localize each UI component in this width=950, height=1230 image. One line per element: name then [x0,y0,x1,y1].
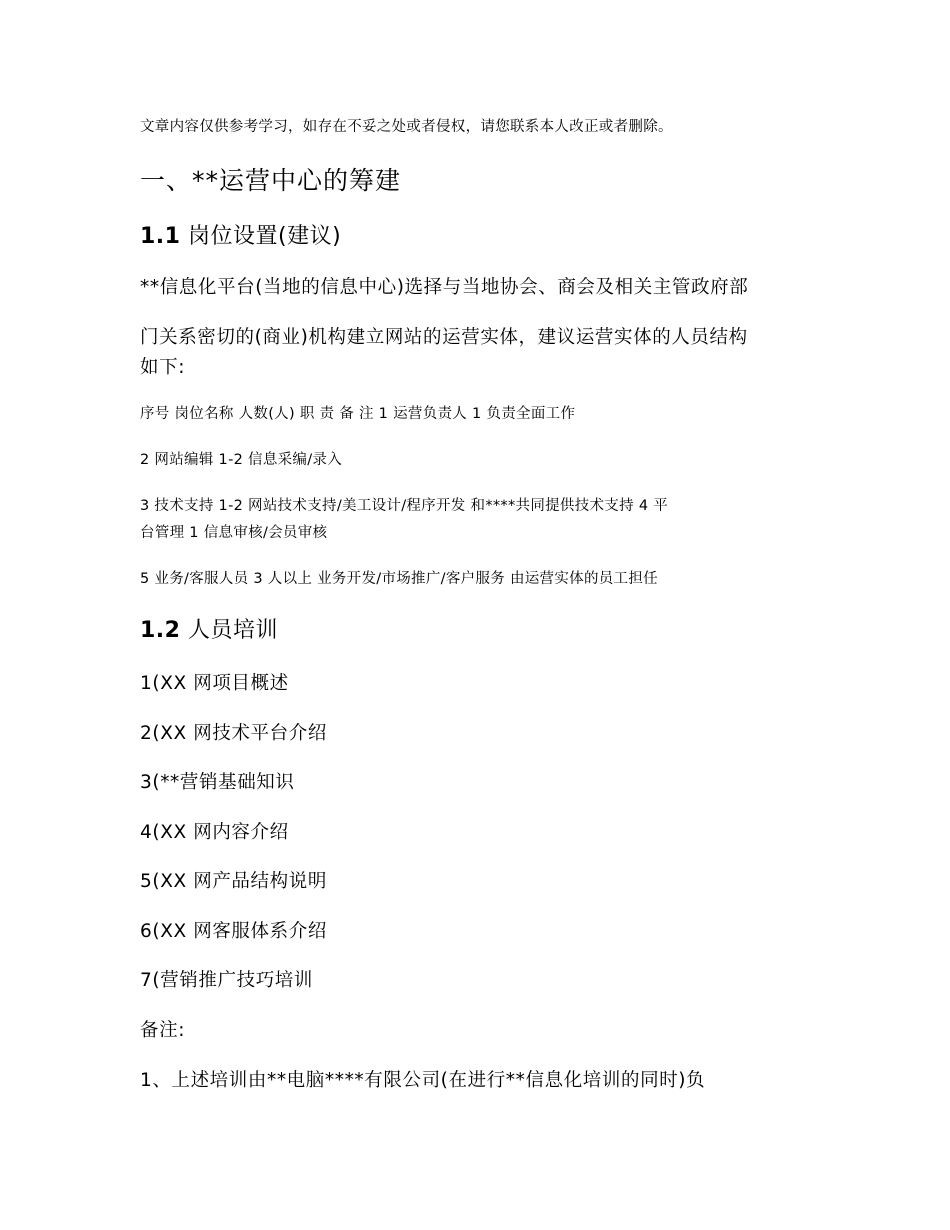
position-table-line: 2 网站编辑 1-2 信息采编/录入 [140,452,343,468]
position-table-line: 序号 岗位名称 人数(人) 职 责 备 注 1 运营负责人 1 负责全面工作 [140,406,576,422]
section-1-1-number: 1.1 [140,224,181,249]
training-item: 1(XX 网项目概述 [140,673,289,694]
remark-line-1: 1、上述培训由**电脑****有限公司(在进行**信息化培训的同时)负 [140,1070,706,1091]
remark-label: 备注: [140,1020,186,1041]
training-item: 7(营销推广技巧培训 [140,970,313,991]
section-1-2-title: 人员培训 [187,618,278,643]
position-table-line: 台管理 1 信息审核/会员审核 [140,525,328,541]
training-item: 6(XX 网客服体系介绍 [140,921,327,942]
training-item: 5(XX 网产品结构说明 [140,871,327,892]
paragraph-line-2: 门关系密切的(商业)机构建立网站的运营实体，建议运营实体的人员结构 [140,327,748,348]
paragraph-line-3: 如下: [140,357,186,378]
paragraph-line-1: **信息化平台(当地的信息中心)选择与当地协会、商会及相关主管政府部 [140,277,749,298]
training-item: 4(XX 网内容介绍 [140,822,289,843]
copyright-notice: 文章内容仅供参考学习，如存在不妥之处或者侵权，请您联系本人改正或者删除。 [140,119,673,135]
section-1-1-title: 岗位设置(建议) [187,224,342,249]
section-1-2-heading [140,620,820,642]
section-1-1-heading [140,226,820,248]
position-table-line: 5 业务/客服人员 3 人以上 业务开发/市场推广/客户服务 由运营实体的员工担任 [140,571,658,587]
section-1-title: 一、**运营中心的筹建 [140,166,402,195]
section-1-2-number: 1.2 [140,618,181,643]
training-item: 3(**营销基础知识 [140,772,295,793]
position-table-line: 3 技术支持 1-2 网站技术支持/美工设计/程序开发 和****共同提供技术支持 4 平 [140,498,669,514]
training-item: 2(XX 网技术平台介绍 [140,723,327,744]
